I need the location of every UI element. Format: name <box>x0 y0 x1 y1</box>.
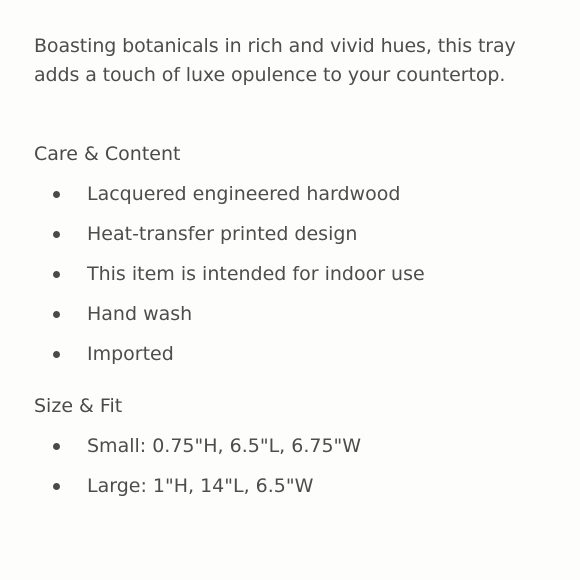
list-item <box>34 222 546 246</box>
list-item-text: Small: 0.75"H, 6.5"L, 6.75"W <box>87 435 362 457</box>
bullet-icon <box>53 483 60 490</box>
bullet-icon <box>53 231 60 238</box>
list-item <box>34 434 546 458</box>
list-item-text: Imported <box>87 343 174 365</box>
list-item <box>34 262 546 286</box>
list-item <box>34 342 546 366</box>
product-description: Boasting botanicals in rich and vivid hues, this tray adds a touch of luxe opulence to your countertop. <box>34 35 516 86</box>
bullet-icon <box>53 443 60 450</box>
size-fit-list <box>34 434 546 498</box>
list-item <box>34 182 546 206</box>
list-item <box>34 474 546 498</box>
care-content-list <box>34 182 546 366</box>
size-fit-heading: Size & Fit <box>34 395 123 417</box>
list-item-text: Hand wash <box>87 303 193 325</box>
care-content-heading: Care & Content <box>34 143 181 165</box>
list-item-text: Large: 1"H, 14"L, 6.5"W <box>87 475 314 497</box>
list-item <box>34 302 546 326</box>
bullet-icon <box>53 311 60 318</box>
bullet-icon <box>53 351 60 358</box>
list-item-text: Heat-transfer printed design <box>87 223 358 245</box>
bullet-icon <box>53 271 60 278</box>
list-item-text: This item is intended for indoor use <box>87 263 425 285</box>
list-item-text: Lacquered engineered hardwood <box>87 183 401 205</box>
bullet-icon <box>53 191 60 198</box>
